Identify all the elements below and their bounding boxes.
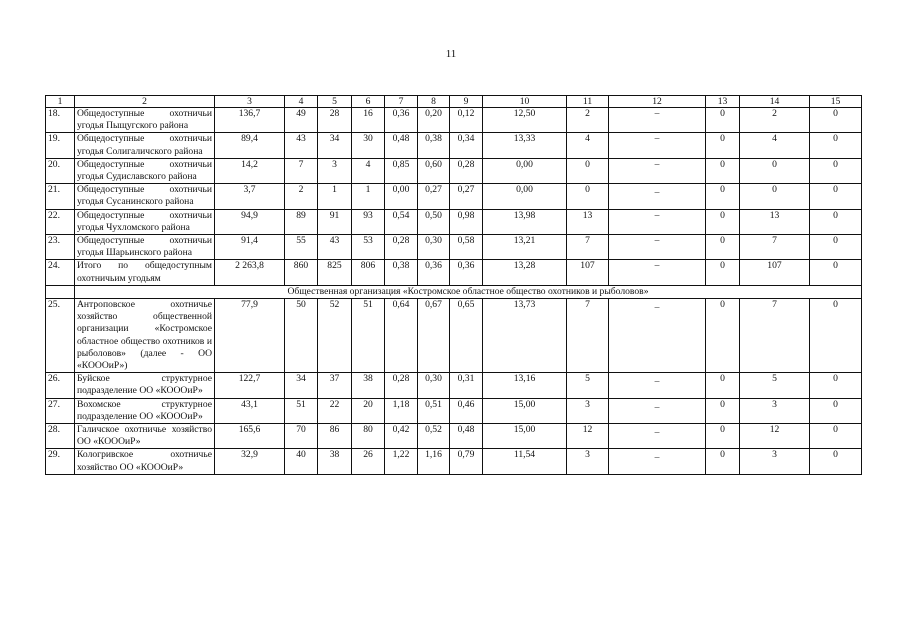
table-cell: 43,1	[215, 398, 285, 423]
table-cell: 0,54	[385, 209, 418, 234]
table-cell: 5	[567, 373, 609, 398]
table-cell: 0	[706, 398, 740, 423]
table-cell: 0	[810, 260, 862, 285]
table-cell: 0,51	[418, 398, 450, 423]
table-cell: 1	[318, 184, 352, 209]
table-cell: 0	[740, 158, 810, 183]
table-cell: _	[609, 449, 706, 474]
table-cell: 3	[740, 398, 810, 423]
row-number: 18.	[46, 108, 75, 133]
table-cell: 0,48	[450, 424, 483, 449]
table-cell: 0,79	[450, 449, 483, 474]
ground-name: Общедоступные охотничьи угодья Судиславского района	[75, 158, 215, 183]
table-cell: 0,00	[385, 184, 418, 209]
table-cell: 32,9	[215, 449, 285, 474]
column-number: 2	[75, 96, 215, 108]
table-cell: 0	[810, 133, 862, 158]
table-cell: 0	[810, 235, 862, 260]
table-cell: 107	[740, 260, 810, 285]
table-cell: 52	[318, 299, 352, 373]
table-cell: 3,7	[215, 184, 285, 209]
row-number: 23.	[46, 235, 75, 260]
table-cell: 0,00	[483, 158, 567, 183]
row-number: 24.	[46, 260, 75, 285]
table-cell: _	[609, 373, 706, 398]
table-cell: 0,60	[418, 158, 450, 183]
ground-name: Кологривское охотничье хозяйство ОО «КОООиР»	[75, 449, 215, 474]
ground-name: Вохомское структурное подразделение ОО «КОООиР»	[75, 398, 215, 423]
table-cell: 53	[352, 235, 385, 260]
table-cell: 4	[352, 158, 385, 183]
header-row	[46, 96, 862, 108]
table-cell: 4	[567, 133, 609, 158]
table-cell: –	[609, 235, 706, 260]
table-cell: 55	[285, 235, 318, 260]
table-row	[46, 108, 862, 133]
table-cell: 0	[810, 424, 862, 449]
table-cell: 5	[740, 373, 810, 398]
table-cell: 0,30	[418, 373, 450, 398]
table-cell: 49	[285, 108, 318, 133]
table-cell: 0,36	[385, 108, 418, 133]
table-cell: 0	[706, 373, 740, 398]
table-cell: 13	[740, 209, 810, 234]
table-cell: 12	[740, 424, 810, 449]
ground-name: Галичское охотничье хозяйство ОО «КОООиР»	[75, 424, 215, 449]
ground-name: Общедоступные охотничьи угодья Сусанинского района	[75, 184, 215, 209]
table-row	[46, 373, 862, 398]
table-cell: 13,73	[483, 299, 567, 373]
column-number: 10	[483, 96, 567, 108]
table-cell: 107	[567, 260, 609, 285]
column-number: 12	[609, 96, 706, 108]
table-cell: 2	[740, 108, 810, 133]
table-cell: 91,4	[215, 235, 285, 260]
table-cell: 0	[810, 184, 862, 209]
table-cell: 38	[318, 449, 352, 474]
table-cell: 0,58	[450, 235, 483, 260]
table-cell: 93	[352, 209, 385, 234]
table-cell: 0,42	[385, 424, 418, 449]
table-cell: –	[609, 108, 706, 133]
column-number: 8	[418, 96, 450, 108]
table-cell: 0,34	[450, 133, 483, 158]
table-cell: 0	[706, 449, 740, 474]
table-cell: 13	[567, 209, 609, 234]
table-cell: 86	[318, 424, 352, 449]
table-cell: 16	[352, 108, 385, 133]
table-cell: 806	[352, 260, 385, 285]
table-cell: 43	[285, 133, 318, 158]
table-cell: 2	[285, 184, 318, 209]
table-row	[46, 235, 862, 260]
table-cell: 3	[318, 158, 352, 183]
table-cell: 0,28	[450, 158, 483, 183]
table-cell: 0	[706, 158, 740, 183]
table-cell: 89,4	[215, 133, 285, 158]
row-number: 29.	[46, 449, 75, 474]
table-cell: 0,65	[450, 299, 483, 373]
ground-name: Общедоступные охотничьи угодья Пыщугского района	[75, 108, 215, 133]
row-number: 25.	[46, 299, 75, 373]
table-cell: 13,16	[483, 373, 567, 398]
table-cell: 0	[706, 108, 740, 133]
table-cell: 37	[318, 373, 352, 398]
table-cell: 0	[706, 209, 740, 234]
table-cell: 2 263,8	[215, 260, 285, 285]
table-cell: 122,7	[215, 373, 285, 398]
table-cell: –	[609, 133, 706, 158]
row-number: 26.	[46, 373, 75, 398]
table-cell: –	[609, 209, 706, 234]
table-cell: 0	[706, 133, 740, 158]
table-cell: 3	[567, 398, 609, 423]
table-cell: 40	[285, 449, 318, 474]
column-number: 3	[215, 96, 285, 108]
column-number: 14	[740, 96, 810, 108]
column-number: 5	[318, 96, 352, 108]
table-cell: 43	[318, 235, 352, 260]
table-cell: 26	[352, 449, 385, 474]
table-cell: 0	[810, 398, 862, 423]
table-cell: 14,2	[215, 158, 285, 183]
table-cell: 0	[740, 184, 810, 209]
column-number: 1	[46, 96, 75, 108]
table-cell: 70	[285, 424, 318, 449]
table-cell: 0	[810, 158, 862, 183]
table-cell: 0	[567, 158, 609, 183]
ground-name: Итого по общедоступным охотничьим угодьям	[75, 260, 215, 285]
table-cell: 0,38	[418, 133, 450, 158]
table-cell: 0,52	[418, 424, 450, 449]
table-cell: 15,00	[483, 398, 567, 423]
section-row	[46, 285, 862, 298]
table-cell: 13,33	[483, 133, 567, 158]
table-cell: 7	[285, 158, 318, 183]
table-cell: 0	[706, 235, 740, 260]
table-cell: 4	[740, 133, 810, 158]
table-row	[46, 449, 862, 474]
ground-name: Антроповское охотничье хозяйство общественной организации «Костромское областное общество охотников и рыболовов» (далее - ОО «КОООиР»)	[75, 299, 215, 373]
table-cell: 1,16	[418, 449, 450, 474]
ground-name: Общедоступные охотничьи угодья Солигаличского района	[75, 133, 215, 158]
table-cell: 0,00	[483, 184, 567, 209]
column-number: 11	[567, 96, 609, 108]
table-row	[46, 398, 862, 423]
table-cell: 0,46	[450, 398, 483, 423]
table-cell: 0,50	[418, 209, 450, 234]
row-number: 27.	[46, 398, 75, 423]
table-cell: 7	[740, 299, 810, 373]
table-cell: 50	[285, 299, 318, 373]
table-cell: 0,48	[385, 133, 418, 158]
column-number: 6	[352, 96, 385, 108]
table-cell: 0	[810, 449, 862, 474]
table-cell: 22	[318, 398, 352, 423]
table-cell: _	[609, 398, 706, 423]
table-cell: 0,28	[385, 373, 418, 398]
table-cell: 0,98	[450, 209, 483, 234]
table-cell: 0,12	[450, 108, 483, 133]
table-cell: 0,27	[450, 184, 483, 209]
table-cell: 28	[318, 108, 352, 133]
table-cell: 13,21	[483, 235, 567, 260]
hunting-grounds-table	[45, 95, 862, 475]
table-cell: 91	[318, 209, 352, 234]
table-cell: _	[609, 299, 706, 373]
table-cell: 7	[740, 235, 810, 260]
table-cell: 0,38	[385, 260, 418, 285]
table-cell: 12,50	[483, 108, 567, 133]
table-cell: 0	[706, 260, 740, 285]
table-cell: 0	[810, 373, 862, 398]
row-number: 20.	[46, 158, 75, 183]
table-cell: 7	[567, 299, 609, 373]
column-number: 9	[450, 96, 483, 108]
table-row	[46, 299, 862, 373]
table-cell: 0,36	[418, 260, 450, 285]
table-cell: 77,9	[215, 299, 285, 373]
table-row	[46, 209, 862, 234]
table-cell: 2	[567, 108, 609, 133]
table-cell: 34	[285, 373, 318, 398]
table-cell: 11,54	[483, 449, 567, 474]
table-cell: 80	[352, 424, 385, 449]
column-number: 15	[810, 96, 862, 108]
table-cell: 0,36	[450, 260, 483, 285]
table-row	[46, 184, 862, 209]
table-cell: 860	[285, 260, 318, 285]
table-cell: 0	[706, 424, 740, 449]
column-number: 13	[706, 96, 740, 108]
table-row	[46, 260, 862, 285]
table-cell: 94,9	[215, 209, 285, 234]
table-cell: 136,7	[215, 108, 285, 133]
table-cell: _	[609, 184, 706, 209]
table-cell: 0	[567, 184, 609, 209]
row-number: 21.	[46, 184, 75, 209]
table-cell: 12	[567, 424, 609, 449]
table-cell: 34	[318, 133, 352, 158]
ground-name: Общедоступные охотничьи угодья Чухломского района	[75, 209, 215, 234]
table-cell: 0,85	[385, 158, 418, 183]
table-cell: 0	[706, 299, 740, 373]
table-cell: 38	[352, 373, 385, 398]
column-number: 4	[285, 96, 318, 108]
table-cell: 20	[352, 398, 385, 423]
table-cell: 165,6	[215, 424, 285, 449]
column-number: 7	[385, 96, 418, 108]
table-cell: 0	[810, 108, 862, 133]
table-row	[46, 158, 862, 183]
table-cell: 0	[810, 209, 862, 234]
table-cell: 7	[567, 235, 609, 260]
table-cell: 15,00	[483, 424, 567, 449]
table-cell: 3	[740, 449, 810, 474]
section-title: Общественная организация «Костромское областное общество охотников и рыболовов»	[75, 285, 862, 298]
table-cell: 0	[706, 184, 740, 209]
page-number: 11	[445, 48, 457, 60]
table-cell: 0,64	[385, 299, 418, 373]
table-cell: 13,28	[483, 260, 567, 285]
ground-name: Буйское структурное подразделение ОО «КОООиР»	[75, 373, 215, 398]
table-cell: 0,28	[385, 235, 418, 260]
table-cell: 51	[285, 398, 318, 423]
row-number: 22.	[46, 209, 75, 234]
table-cell: 0,27	[418, 184, 450, 209]
table-cell: 825	[318, 260, 352, 285]
table-cell: 1,18	[385, 398, 418, 423]
row-number: 19.	[46, 133, 75, 158]
table-cell: –	[609, 158, 706, 183]
table-cell: 89	[285, 209, 318, 234]
table-cell: _	[609, 424, 706, 449]
row-number: 28.	[46, 424, 75, 449]
table-cell: 0,31	[450, 373, 483, 398]
table-cell: 0,20	[418, 108, 450, 133]
table-cell: 30	[352, 133, 385, 158]
table-row	[46, 424, 862, 449]
table-cell: 0,30	[418, 235, 450, 260]
table-row	[46, 133, 862, 158]
table-cell: 3	[567, 449, 609, 474]
table-cell: 1,22	[385, 449, 418, 474]
table-cell: 51	[352, 299, 385, 373]
table-cell: 13,98	[483, 209, 567, 234]
ground-name: Общедоступные охотничьи угодья Шарьинского района	[75, 235, 215, 260]
table-cell: 1	[352, 184, 385, 209]
table-cell: 0	[810, 299, 862, 373]
table-cell: –	[609, 260, 706, 285]
table-cell: 0,67	[418, 299, 450, 373]
